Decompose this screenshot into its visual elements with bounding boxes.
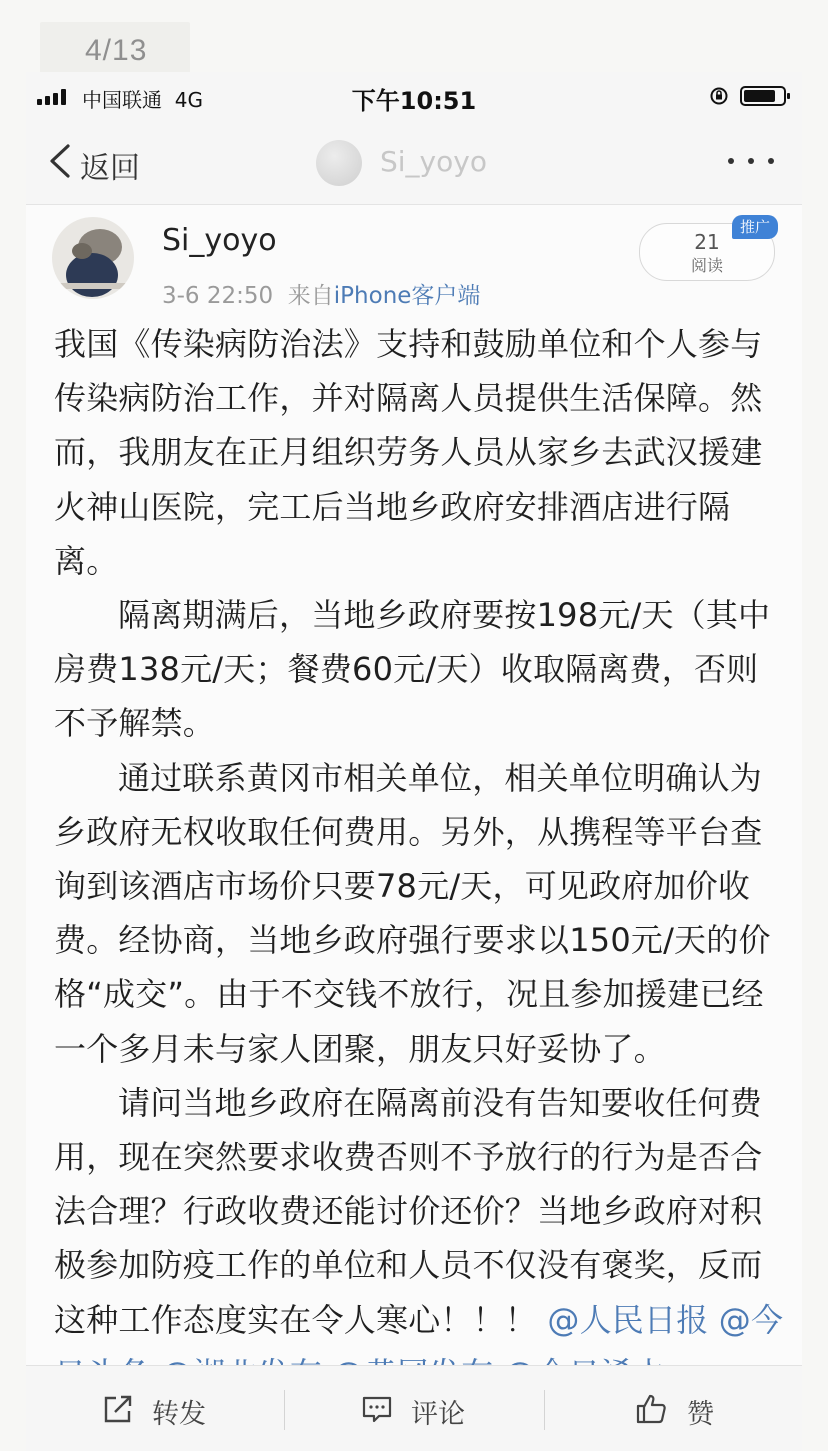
- network-type: 4G: [174, 88, 203, 112]
- battery-icon: [740, 85, 792, 107]
- comment-label: 评论: [411, 1399, 465, 1430]
- status-bar: [26, 72, 802, 120]
- paragraph: 隔离期满后，当地乡政府要按198元/天（其中房费138元/天；餐费60元/天）收取隔离费，否则不予解禁。: [54, 596, 771, 743]
- phone-screen: [26, 72, 802, 1451]
- clock: 下午10:51: [351, 87, 477, 115]
- repost-button[interactable]: [26, 1366, 284, 1451]
- post-body: [54, 317, 784, 1401]
- comment-button[interactable]: [285, 1366, 543, 1451]
- back-button[interactable]: [44, 138, 164, 184]
- more-icon[interactable]: [724, 146, 778, 176]
- read-label: 阅读: [690, 256, 723, 275]
- post-timestamp: 3-6 22:50: [162, 283, 274, 309]
- like-label: 赞: [687, 1399, 714, 1430]
- source-prefix: 来自: [287, 283, 334, 309]
- nav-title: [316, 136, 576, 188]
- carrier-name: 中国联通: [82, 88, 162, 112]
- read-count: 21: [694, 230, 720, 254]
- lock-rotation-icon: [709, 86, 729, 106]
- like-button[interactable]: [545, 1366, 802, 1451]
- avatar[interactable]: [52, 217, 134, 299]
- paragraph: 请问当地乡政府在隔离前没有告知要收任何费用，现在突然要求收费否则不予放行的行为是否合法合理？行政收费还能讨价还价？当地乡政府对积极参加防疫工作的单位和人员不仅没有褒奖，反而这种工作态度实在令人寒心！！！: [54, 1083, 763, 1339]
- post-header: [26, 205, 802, 315]
- back-label: 返回: [80, 151, 140, 186]
- repost-icon: [102, 1393, 134, 1425]
- page-counter: [40, 22, 190, 78]
- paragraph: 我国《传染病防治法》支持和鼓励单位和个人参与传染病防治工作，并对隔离人员提供生活保障。然而，我朋友在正月组织劳务人员从家乡去武汉援建火神山医院，完工后当地乡政府安排酒店进行隔离。: [54, 325, 763, 580]
- source-client-link[interactable]: iPhone客户端: [333, 283, 481, 309]
- promo-badge[interactable]: 推广: [732, 215, 778, 239]
- nav-avatar: [316, 140, 362, 186]
- mention-link[interactable]: @今: [718, 1300, 784, 1339]
- page-counter-text: 4/13: [85, 34, 148, 67]
- nav-bar: [26, 120, 802, 205]
- nav-title-text: Si_yoyo: [380, 145, 487, 178]
- paragraph-with-mentions: [54, 1076, 784, 1401]
- back-chevron-icon: [48, 144, 72, 178]
- post-meta: [162, 277, 480, 310]
- paragraph: 通过联系黄冈市相关单位，相关单位明确认为乡政府无权收取任何费用。另外，从携程等平台查询到该酒店市场价只要78元/天，可见政府加价收费。经协商，当地乡政府强行要求以150元/天的价格“成交”。由于不交钱不放行，况且参加援建已经一个多月未与家人团聚，朋友只好妥协了。: [54, 758, 771, 1068]
- repost-label: 转发: [152, 1399, 206, 1430]
- username[interactable]: Si_yoyo: [162, 223, 277, 258]
- mention-link[interactable]: @人民日报: [547, 1300, 709, 1339]
- comment-icon: [361, 1393, 393, 1425]
- like-icon: [635, 1393, 667, 1425]
- action-bar: [26, 1365, 802, 1451]
